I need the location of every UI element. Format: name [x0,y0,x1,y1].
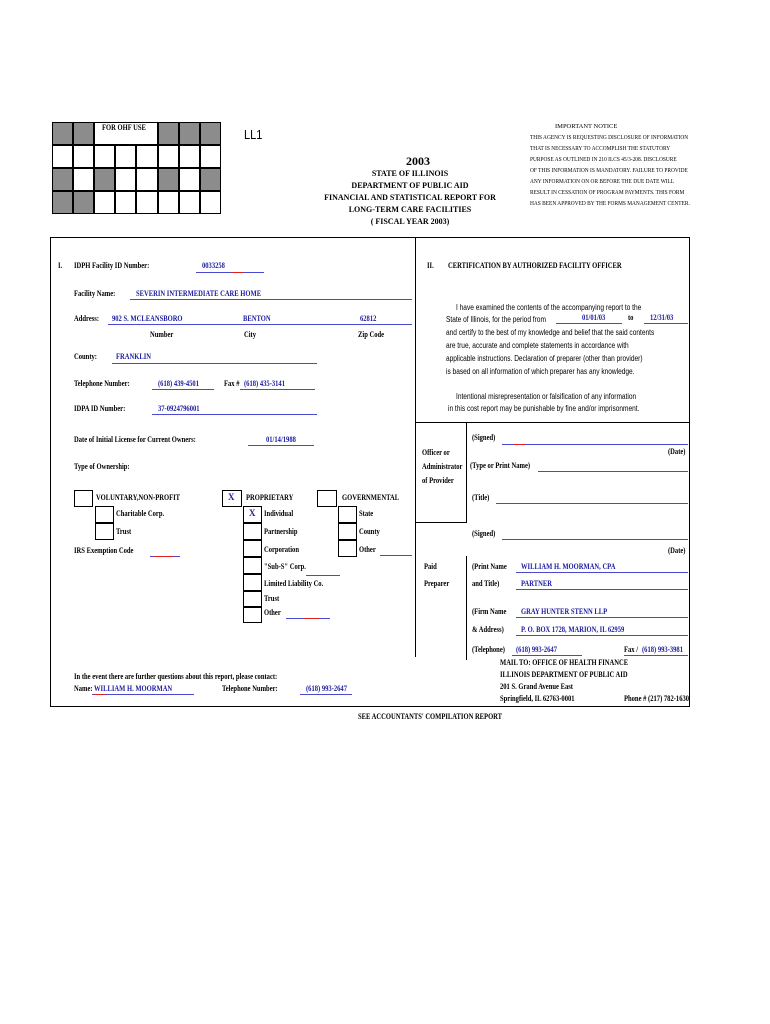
certification-text: I have examined the contents of the accompanying report to the [456,303,642,312]
partnership-label: Partnership [264,527,298,536]
preparer-divider [466,556,467,660]
notice-line: RESULT IN CESSATION OF PROGRAM PAYMENTS. THIS FORM [530,190,685,196]
charitable-label: Charitable Corp. [116,509,165,518]
fax-underline [240,389,315,390]
red-mark [310,575,332,576]
signature-line [502,444,688,445]
certification-text: applicable instructions. Declaration of preparer (other than provider) [446,354,643,363]
contact-name-underline [92,694,194,695]
irs-exemption-label: IRS Exemption Code [74,546,134,555]
title-field-label: (Title) [472,493,490,502]
zip-caption: Zip Code [358,330,385,339]
contact-name-label: Name: [74,684,93,693]
preparer-telephone-value[interactable]: (618) 993-2647 [516,645,557,654]
grid-cell [52,191,73,214]
period-from-value[interactable]: 01/01/03 [582,313,606,322]
name-line [538,471,688,472]
notice-line: THIS AGENCY IS REQUESTING DISCLOSURE OF INFORMATION [530,135,689,141]
license-label: Date of Initial License for Current Owners: [74,435,196,444]
subs-corp-checkbox[interactable] [243,557,262,574]
grid-cell [94,168,115,191]
subs-corp-label: "Sub-S" Corp. [264,562,306,571]
contact-instruction: In the event there are further questions about this report, please contact: [74,672,278,681]
grid-cell [136,191,158,214]
mail-to-line: 201 S. Grand Avenue East [500,682,573,691]
individual-label: Individual [264,509,294,518]
facility-underline [130,299,412,300]
to-word: to [628,313,634,322]
grid-cell [94,145,115,168]
fax-label: Fax # [224,379,240,388]
grid-cell [200,191,221,214]
mail-phone: Phone # (217) 782-1630 [624,694,690,703]
grid-cell [158,122,179,145]
contact-phone-label: Telephone Number: [222,684,278,693]
grid-cell [136,145,158,168]
ownership-label: Type of Ownership: [74,462,130,471]
grid-cell [179,145,200,168]
number-caption: Number [150,330,174,339]
contact-name-value[interactable]: WILLIAM H. MOORMAN [94,684,173,693]
firm-address-label: & Address) [472,625,504,634]
idpa-label: IDPA ID Number: [74,404,126,413]
grid-cell [52,145,73,168]
and-title-label: and Title) [472,579,500,588]
grid-cell [73,145,94,168]
idpa-value[interactable]: 37-0924796001 [158,404,200,413]
red-mark [514,444,526,445]
officer-box-bottom [415,522,467,523]
idph-value[interactable]: 0033258 [202,261,225,270]
type-print-name-label: (Type or Print Name) [470,461,531,470]
print-name-label: (Print Name [472,562,507,571]
paid-label: Paid [424,562,437,571]
preparer-fax-underline [624,655,688,656]
grid-cell [200,122,221,145]
proprietary-label: PROPRIETARY [246,493,294,502]
signed-label: (Signed) [472,433,496,442]
preparer-fax-value[interactable]: (618) 993-3981 [642,645,683,654]
telephone-value[interactable]: (618) 439-4501 [158,379,199,388]
firm-address-underline [516,635,688,636]
report-year: 2003 [406,154,430,168]
address-underline [108,324,412,325]
grid-cell [115,168,136,191]
grid-cell [94,191,115,214]
notice-line: ANY INFORMATION ON OR BEFORE THE DUE DATE WILL [530,179,675,185]
title-line [496,503,688,504]
preparer-title-value[interactable]: PARTNER [521,579,552,588]
notice-line: PURPOSE AS OUTLINED IN 210 ILCS 45/3-208. DISCLOSURE [530,157,677,163]
individual-check-mark: X [249,508,256,518]
state-label: State [359,509,374,518]
preparer-title-underline [516,589,688,590]
notice-line: HAS BEEN APPROVED BY THE FORMS MANAGEMENT CENTER. [530,201,690,207]
grid-cell [115,145,136,168]
title-line: ( FISCAL YEAR 2003) [370,217,450,226]
grid-cell [73,168,94,191]
notice-line: OF THIS INFORMATION IS MANDATORY. FAILURE TO PROVIDE [530,168,688,174]
city-caption: City [244,330,257,339]
firm-name-value[interactable]: GRAY HUNTER STENN LLP [521,607,608,616]
frame-left-rule [50,237,51,707]
prop-other-label: Other [264,608,281,617]
county-option-checkbox[interactable] [338,523,357,540]
governmental-label: GOVERNMENTAL [342,493,400,502]
grid-cell [52,122,73,145]
address-label: Address: [74,314,100,323]
city-value[interactable]: BENTON [243,314,271,323]
prop-other-checkbox[interactable] [243,606,262,623]
officer-label: Administrator [422,462,463,471]
red-mark [392,555,406,556]
title-line: DEPARTMENT OF PUBLIC AID [351,181,469,190]
facility-value[interactable]: SEVERIN INTERMEDIATE CARE HOME [136,289,262,298]
firm-address-value[interactable]: P. O. BOX 1728, MARION, IL 62959 [521,625,625,634]
county-value[interactable]: FRANKLIN [116,352,151,361]
county-underline [112,363,317,364]
corporation-checkbox[interactable] [243,540,262,557]
form-code: LL1 [244,127,263,142]
officer-label: of Provider [422,476,454,485]
street-value[interactable]: 902 S. MCLEANSBORO [112,314,183,323]
county-label: County: [74,352,97,361]
grid-cell [158,145,179,168]
governmental-checkbox[interactable] [317,490,337,507]
grid-cell [52,168,73,191]
officer-label: Officer or [422,448,450,457]
grid-cell [73,122,94,145]
contact-phone-value[interactable]: (618) 993-2647 [306,684,347,693]
ohf-use-label: FOR OHF USE [102,123,146,132]
proprietary-check-mark: X [228,492,235,502]
red-mark [514,539,526,540]
certification-text: are true, accurate and complete statements in accordance with [446,341,629,350]
title-line: FINANCIAL AND STATISTICAL REPORT FOR [324,193,496,202]
officer-box-rule [466,422,467,522]
red-mark [596,323,610,324]
grid-cell [115,191,136,214]
preparer-label: Preparer [424,579,450,588]
notice-line: THAT IS NECESSARY TO ACCOMPLISH THE STATUTORY [530,146,671,152]
preparer-signature-line [502,539,688,540]
certification-text: State of Illinois, for the period from [446,315,546,324]
firm-name-underline [516,617,688,618]
llc-checkbox[interactable] [243,574,262,591]
trust-label: Trust [116,527,132,536]
frame-bottom-rule [50,706,690,707]
fax-value[interactable]: (618) 435-3141 [244,379,285,388]
gov-other-label: Other [359,545,376,554]
voluntary-label: VOLUNTARY,NON-PROFIT [96,493,181,502]
section-one-numeral: I. [58,261,63,270]
corporation-label: Corporation [264,545,299,554]
date-label: (Date) [668,447,686,456]
zip-value[interactable]: 62812 [360,314,377,323]
frame-middle-rule [415,237,416,657]
grid-cell [200,168,221,191]
red-mark [232,272,244,273]
print-name-value[interactable]: WILLIAM H. MOORMAN, CPA [521,562,616,571]
title-line: LONG-TERM CARE FACILITIES [348,205,472,214]
county-option-label: County [359,527,380,536]
mail-to-line: Springfield, IL 62763-0001 [500,694,575,703]
prop-trust-label: Trust [264,594,280,603]
footer-note: SEE ACCOUNTANTS' COMPILATION REPORT [358,712,503,721]
llc-label: Limited Liability Co. [264,579,324,588]
voluntary-checkbox[interactable] [74,490,93,507]
grid-cell [179,122,200,145]
grid-cell [136,168,158,191]
preparer-telephone-underline [512,655,582,656]
print-name-underline [516,572,688,573]
license-underline [248,445,314,446]
red-mark [304,618,320,619]
frame-right-rule [689,237,690,707]
frame-top-rule [50,237,690,238]
red-mark [94,694,106,695]
date-label: (Date) [668,546,686,555]
grid-cell [158,191,179,214]
section-two-numeral: II. [427,261,434,270]
idph-label: IDPH Facility ID Number: [74,261,150,270]
grid-cell [179,168,200,191]
certification-text: is based on all information of which preparer has any knowledge. [446,367,635,376]
certification-rule [415,422,690,423]
state-checkbox[interactable] [338,506,357,523]
facility-label: Facility Name: [74,289,116,298]
period-from-underline [556,323,622,324]
grid-cell [179,191,200,214]
idph-underline [196,272,264,273]
contact-phone-underline [300,694,352,695]
red-mark [660,323,674,324]
period-to-value[interactable]: 12/31/03 [650,313,674,322]
telephone-field-label: (Telephone) [472,645,505,654]
warning-text: in this cost report may be punishable by fine and/or imprisonment. [448,404,640,413]
trust-checkbox[interactable] [95,523,114,540]
notice-title: IMPORTANT NOTICE [555,123,618,130]
certification-title: CERTIFICATION BY AUTHORIZED FACILITY OFFICER [448,261,622,270]
firm-name-label: (Firm Name [472,607,507,616]
license-value[interactable]: 01/14/1988 [266,435,296,444]
title-line: STATE OF ILLINOIS [371,169,449,178]
grid-cell [158,168,179,191]
idpa-underline [152,414,317,415]
grid-cell [73,191,94,214]
partnership-checkbox[interactable] [243,523,262,540]
preparer-fax-label: Fax / [624,645,639,654]
grid-cell [200,145,221,168]
red-mark [154,556,174,557]
telephone-underline [152,389,214,390]
charitable-checkbox[interactable] [95,506,114,523]
certification-text: and certify to the best of my knowledge and belief that the said contents [446,328,655,337]
red-mark [542,471,556,472]
warning-text: Intentional misrepresentation or falsification of any information [456,392,637,401]
mail-to-line: ILLINOIS DEPARTMENT OF PUBLIC AID [500,670,628,679]
signed-label: (Signed) [472,529,496,538]
telephone-label: Telephone Number: [74,379,130,388]
gov-other-checkbox[interactable] [338,540,357,557]
mail-to-line: MAIL TO: OFFICE OF HEALTH FINANCE [500,658,629,667]
